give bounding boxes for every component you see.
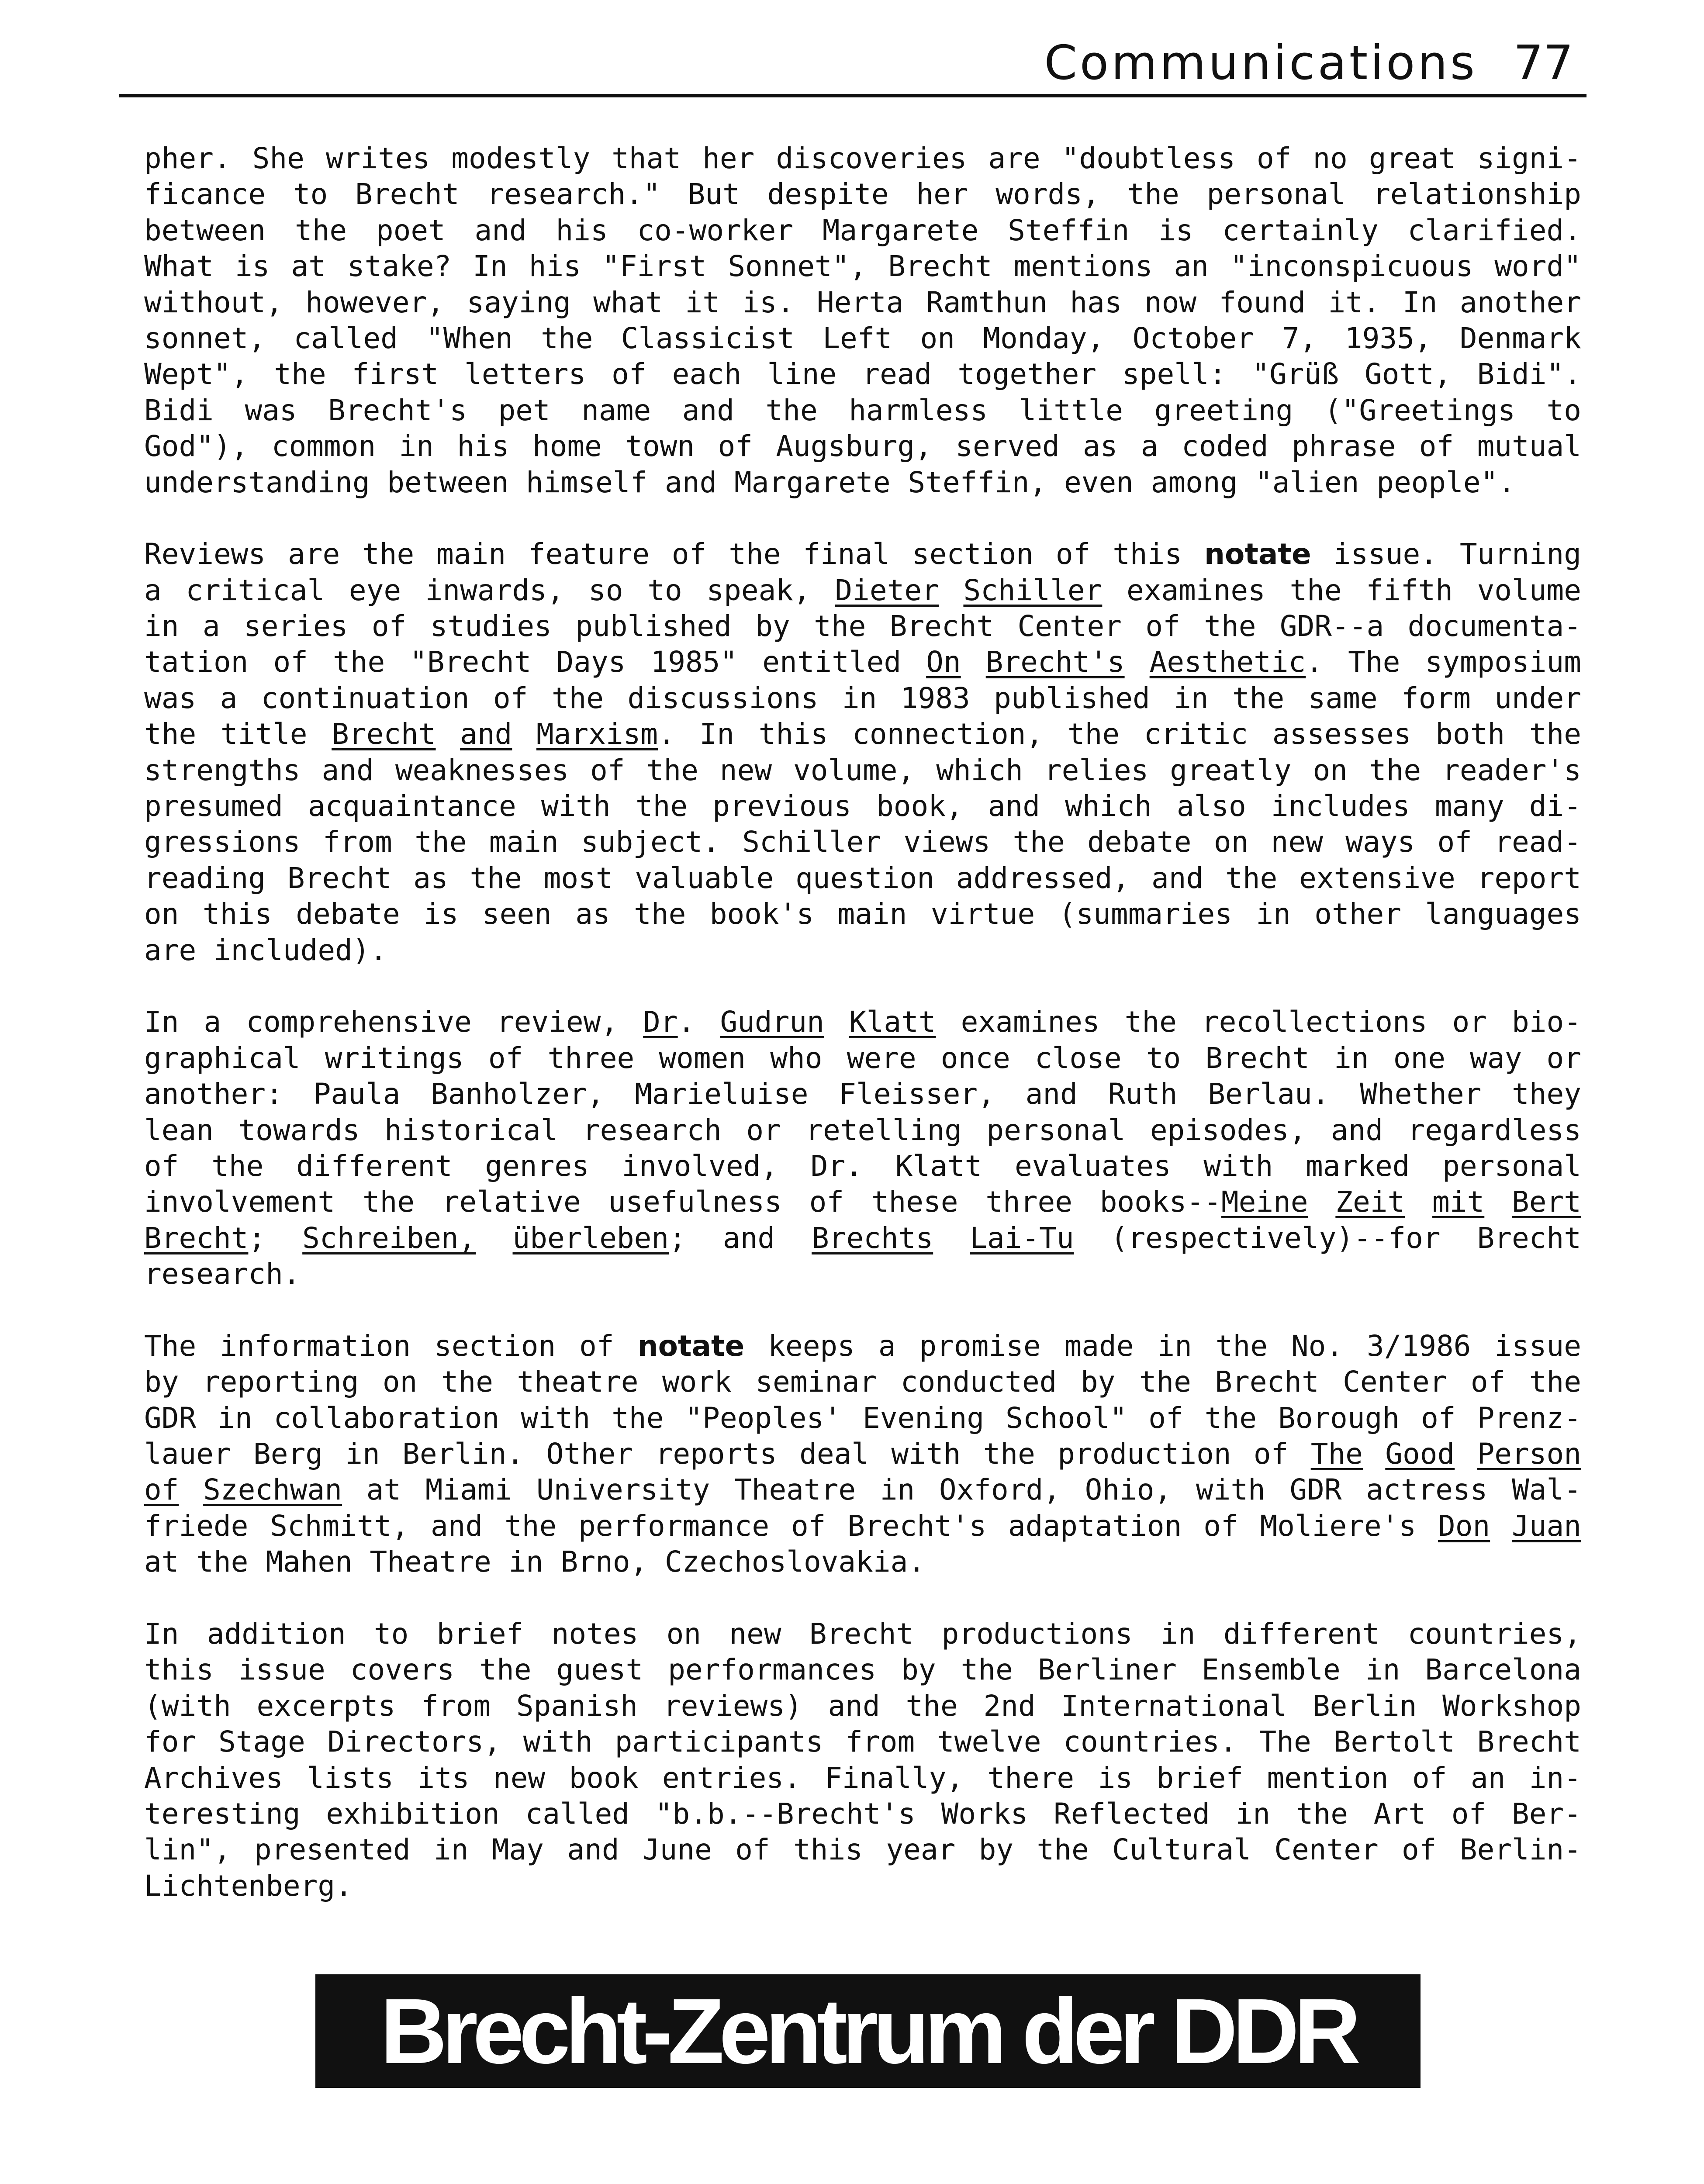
text-line: lin", presented in May and June of this year by the Cultural Center of Berlin- (144, 1833, 1581, 1867)
text-line: The information section of notate keeps a promise made in the No. 3/1986 issue (144, 1329, 1582, 1363)
text-line: gressions from the main subject. Schiller views the debate on new ways of read- (144, 825, 1581, 859)
text-line: in a series of studies published by the Brecht Center of the GDR--a documenta- (144, 609, 1581, 643)
page-header (119, 31, 1586, 96)
text-line: was a continuation of the discussions in 1983 published in the same form under (144, 681, 1581, 715)
paragraph-4 (144, 1328, 1581, 1580)
text-line: the title Brecht and Marxism. In this connection, the critic assesses both the (144, 717, 1581, 751)
paragraph-5 (144, 1616, 1581, 1904)
text-line: reading Brecht as the most valuable question addressed, and the extensive report (144, 861, 1581, 895)
text-line: (with excerpts from Spanish reviews) and the 2nd International Berlin Workshop (144, 1689, 1581, 1723)
text-line: Wept", the first letters of each line read together spell: "Grüß Gott, Bidi". (144, 357, 1581, 391)
paragraph-3 (144, 1004, 1581, 1292)
page-number: 77 (1513, 36, 1573, 90)
brecht-zentrum-logo (315, 1974, 1421, 2088)
text-line: another: Paula Banholzer, Marieluise Fleisser, and Ruth Berlau. Whether they (144, 1077, 1581, 1111)
text-line: GDR in collaboration with the "Peoples' Evening School" of the Borough of Prenz- (144, 1401, 1581, 1435)
text-line: Brecht; Schreiben, überleben; and Brechts Lai-Tu (respectively)--for Brecht (144, 1221, 1581, 1255)
text-line: at the Mahen Theatre in Brno, Czechoslovakia. (144, 1545, 926, 1579)
text-line: What is at stake? In his "First Sonnet", Brecht mentions an "inconspicuous word" (144, 249, 1581, 283)
text-line: sonnet, called "When the Classicist Left on Monday, October 7, 1935, Denmark (144, 321, 1581, 355)
text-line: understanding between himself and Margarete Steffin, even among "alien people". (144, 465, 1516, 499)
text-line: ficance to Brecht research." But despite her words, the personal relationship (144, 177, 1581, 211)
text-line: lauer Berg in Berlin. Other reports deal with the production of The Good Person (144, 1437, 1581, 1471)
text-line: In addition to brief notes on new Brecht productions in different countries, (144, 1617, 1581, 1651)
text-line: tation of the "Brecht Days 1985" entitled On Brecht's Aesthetic. The symposium (144, 645, 1581, 679)
text-line: pher. She writes modestly that her discoveries are "doubtless of no great signi- (144, 142, 1581, 175)
text-line: on this debate is seen as the book's main virtue (summaries in other languages (144, 897, 1581, 931)
paragraph-1 (144, 141, 1581, 501)
text-line: a critical eye inwards, so to speak, Dieter Schiller examines the fifth volume (144, 573, 1581, 607)
text-line: this issue covers the guest performances by the Berliner Ensemble in Barcelona (144, 1653, 1581, 1687)
text-line: are included). (144, 933, 387, 967)
text-line: graphical writings of three women who were once close to Brecht in one way or (144, 1041, 1581, 1075)
text-line: strengths and weaknesses of the new volume, which relies greatly on the reader's (144, 753, 1581, 787)
text-line: teresting exhibition called "b.b.--Brecht's Works Reflected in the Art of Ber- (144, 1797, 1581, 1831)
text-line: presumed acquaintance with the previous book, and which also includes many di- (144, 789, 1581, 823)
logo-text: Brecht-Zentrum der DDR (380, 1979, 1356, 2083)
text-line: research. (144, 1257, 301, 1291)
text-line: by reporting on the theatre work seminar conducted by the Brecht Center of the (144, 1365, 1581, 1399)
paragraph-2 (144, 536, 1581, 968)
text-line: Reviews are the main feature of the final section of this notate issue. Turning (144, 537, 1582, 571)
text-line: Bidi was Brecht's pet name and the harmless little greeting ("Greetings to (144, 393, 1581, 427)
text-line: between the poet and his co-worker Margarete Steffin is certainly clarified. (144, 213, 1581, 247)
text-line: Lichtenberg. (144, 1869, 353, 1903)
text-line: of the different genres involved, Dr. Klatt evaluates with marked personal (144, 1149, 1581, 1183)
text-line: Archives lists its new book entries. Finally, there is brief mention of an in- (144, 1761, 1581, 1795)
text-line: for Stage Directors, with participants from twelve countries. The Bertolt Brecht (144, 1725, 1581, 1759)
article-body (144, 141, 1581, 1940)
text-line: In a comprehensive review, Dr. Gudrun Klatt examines the recollections or bio- (144, 1005, 1581, 1039)
text-line: lean towards historical research or retelling personal episodes, and regardless (144, 1113, 1581, 1147)
text-line: friede Schmitt, and the performance of Brecht's adaptation of Moliere's Don Juan (144, 1509, 1581, 1543)
text-line: involvement the relative usefulness of these three books--Meine Zeit mit Bert (144, 1185, 1581, 1219)
text-line: God"), common in his home town of Augsburg, served as a coded phrase of mutual (144, 429, 1581, 463)
section-title: Communications (1044, 36, 1477, 90)
header-rule (119, 94, 1586, 97)
text-line: of Szechwan at Miami University Theatre in Oxford, Ohio, with GDR actress Wal- (144, 1473, 1581, 1507)
text-line: without, however, saying what it is. Herta Ramthun has now found it. In another (144, 285, 1581, 319)
